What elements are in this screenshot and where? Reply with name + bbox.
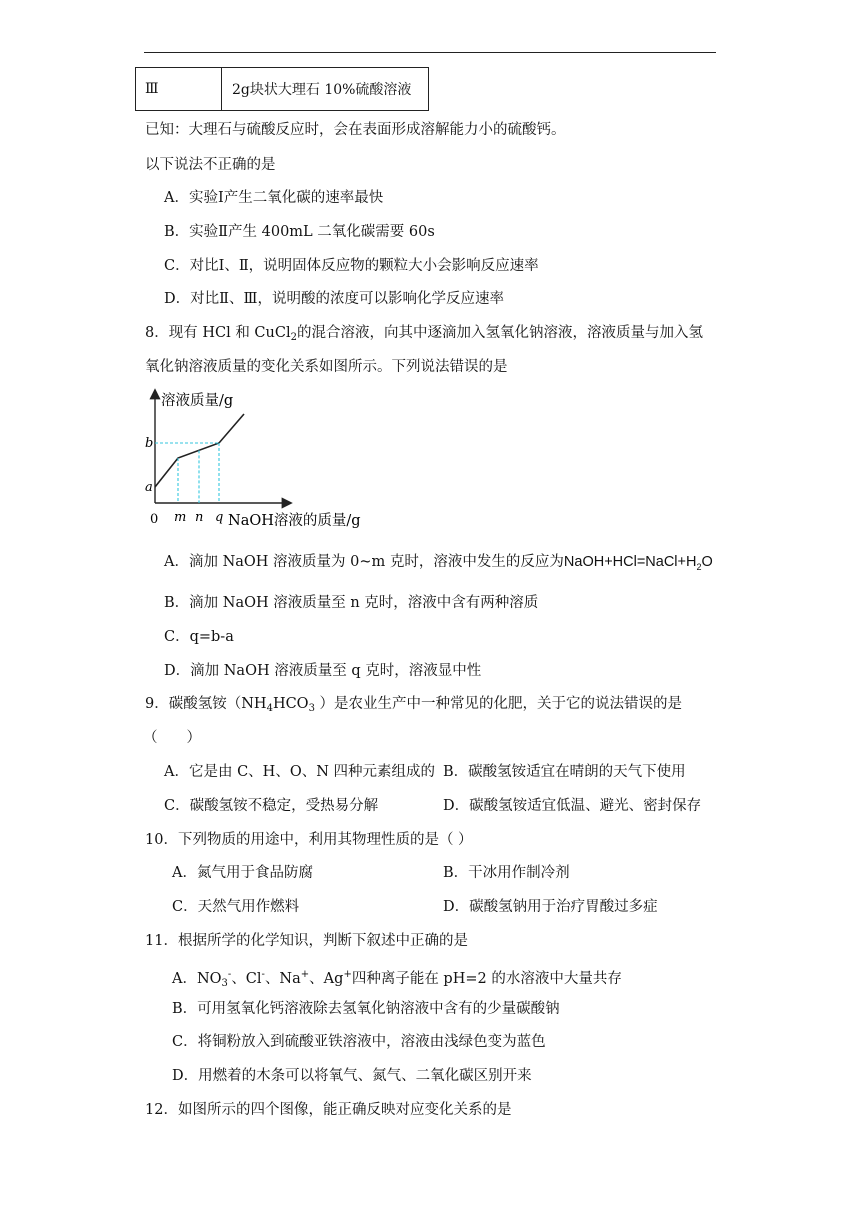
q12-stem: 12．如图所示的四个图像，能正确反映对应变化关系的是 — [145, 1102, 512, 1118]
y-tick-label-b: b — [145, 436, 154, 451]
q8-stem-line2: 氧化钠溶液质量的变化关系如图所示。下列说法错误的是 — [145, 359, 508, 375]
q10-option-c: C．天然气用作燃料 — [172, 899, 300, 915]
q9-stem: 9．碳酸氢铵（$NH_4HCO_3$ ）是农业生产中一种常见的化肥，关于它的说法错误的是 — [145, 696, 683, 714]
x-tick-label-q: q — [215, 510, 224, 525]
q8-option-b: B．滴加 NaOH 溶液质量至 n 克时，溶液中含有两种溶质 — [164, 595, 539, 611]
q9-option-a: A．它是由 C、H、O、N 四种元素组成的 — [164, 764, 436, 780]
q8-stem-line1: 8．现有 HCl 和 CuCl$_2$的混合溶液，向其中逐滴加入氢氧化钠溶液，溶液质量与加入氢 — [145, 325, 703, 343]
q10-option-a: A．氮气用于食品防腐 — [172, 865, 313, 881]
q7-option-b: B．实验Ⅱ产生 400mL 二氧化碳需要 60s — [164, 224, 435, 240]
q9-answer-paren: （ ） — [143, 730, 201, 746]
x-axis-label: NaOH溶液的质量/g — [228, 513, 361, 529]
q11-stem: 11．根据所学的化学知识，判断下叙述中正确的是 — [145, 933, 468, 949]
header-rule — [144, 52, 716, 53]
x-tick-label-n: n — [195, 510, 204, 525]
y-axis-label: 溶液质量/g — [161, 393, 234, 409]
q9-option-b: B．碳酸氢铵适宜在晴朗的天气下使用 — [443, 764, 686, 780]
q8-option-c: C．q=b-a — [164, 629, 234, 645]
q10-option-b: B．干冰用作制冷剂 — [443, 865, 570, 881]
q7-option-d: D．对比Ⅱ、Ⅲ，说明酸的浓度可以影响化学反应速率 — [164, 291, 504, 307]
experiment-number: Ⅲ — [136, 68, 222, 111]
q11-option-a: A．$NO_3^-$、Cl-、Na+、Ag+四种离子能在 pH=2 的水溶液中大量共存 — [172, 969, 622, 989]
experiment-table-row — [135, 67, 429, 111]
experiment-description: 2g块状大理石 10%硫酸溶液 — [222, 68, 429, 111]
q10-option-d: D．碳酸氢钠用于治疗胃酸过多症 — [443, 899, 658, 915]
q9-option-d: D．碳酸氢铵适宜低温、避光、密封保存 — [443, 798, 702, 814]
origin-label: 0 — [150, 512, 159, 527]
q10-stem: 10．下列物质的用途中，利用其物理性质的是（ ） — [145, 832, 473, 848]
q8-option-a: A．滴加 NaOH 溶液质量为 0~m 克时，溶液中发生的反应为$NaOH+HCl=NaCl+H_2O$ — [164, 554, 713, 572]
q11-option-c: C．将铜粉放入到硫酸亚铁溶液中，溶液由浅绿色变为蓝色 — [172, 1034, 546, 1050]
q8-option-d: D．滴加 NaOH 溶液质量至 q 克时，溶液显中性 — [164, 663, 482, 679]
q9-option-c: C．碳酸氢铵不稳定，受热易分解 — [164, 798, 379, 814]
x-tick-label-m: m — [174, 510, 187, 525]
q7-option-a: A．实验Ⅰ产生二氧化碳的速率最快 — [164, 190, 384, 206]
y-tick-label-a: a — [145, 480, 153, 495]
q11-option-d: D．用燃着的木条可以将氧气、氮气、二氧化碳区别开来 — [172, 1068, 532, 1084]
q11-option-b: B．可用氢氧化钙溶液除去氢氧化钠溶液中含有的少量碳酸钠 — [172, 1001, 560, 1017]
q8-line-chart — [140, 387, 370, 537]
q7-prompt: 以下说法不正确的是 — [145, 157, 276, 173]
q7-option-c: C．对比Ⅰ、Ⅱ，说明固体反应物的颗粒大小会影响反应速率 — [164, 258, 539, 274]
known-note: 已知：大理石与硫酸反应时，会在表面形成溶解能力小的硫酸钙。 — [145, 122, 566, 138]
